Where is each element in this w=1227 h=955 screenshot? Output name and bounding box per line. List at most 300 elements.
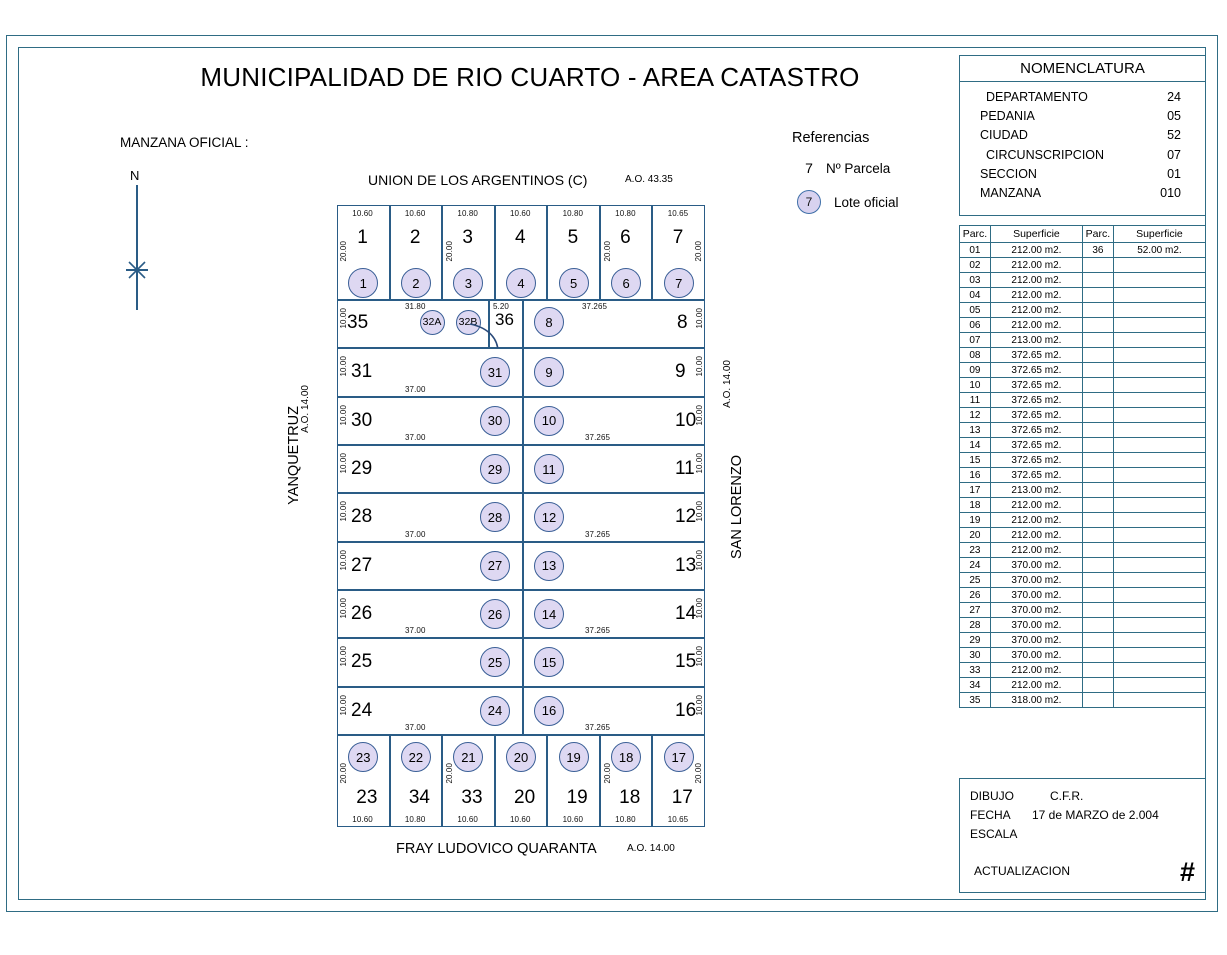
- cell-parc: [1082, 453, 1113, 468]
- cell-sup: [1113, 648, 1205, 663]
- lot-circle-30[interactable]: 30: [480, 406, 510, 436]
- dimension-36-width: 5.20: [493, 302, 509, 311]
- cell-parc: 19: [960, 513, 991, 528]
- lot-circle-13[interactable]: 13: [534, 551, 564, 581]
- parcel-number-36: 36: [495, 310, 514, 329]
- cell-sup: [1113, 633, 1205, 648]
- table-row: [960, 663, 1206, 678]
- lot-circle-1[interactable]: 1: [348, 268, 378, 298]
- lot-circle-27[interactable]: 27: [480, 551, 510, 581]
- dimension-depth-left-31: 10.00: [339, 356, 348, 377]
- lot-circle-19[interactable]: 19: [559, 742, 589, 772]
- parcel-number-27: 27: [351, 554, 373, 576]
- nomenclatura-value: 010: [1160, 186, 1181, 201]
- surface-table: [959, 225, 1206, 708]
- parcel-number-bottom-33: 33: [461, 787, 483, 808]
- cadastral-block: [337, 205, 705, 827]
- cell-parc: 27: [960, 603, 991, 618]
- north-arrow-icon: [126, 185, 148, 310]
- cell-parc: [1082, 258, 1113, 273]
- cell-sup: 372.65 m2.: [990, 393, 1082, 408]
- dimension-depth-right-13: 10.00: [695, 549, 704, 571]
- cell-parc: [1082, 318, 1113, 333]
- nomenclatura-title: NOMENCLATURA: [959, 55, 1206, 82]
- th-parc-2: Parc.: [1082, 226, 1113, 243]
- cell-parc: [1082, 543, 1113, 558]
- cell-sup: 212.00 m2.: [990, 498, 1082, 513]
- cell-parc: [1082, 408, 1113, 423]
- parcel-number-16: 16: [675, 699, 697, 721]
- cell-sup: 212.00 m2.: [990, 243, 1082, 258]
- cell-parc: [1082, 423, 1113, 438]
- nomenclatura-row: [970, 126, 1195, 145]
- parcel-number-28: 28: [351, 506, 373, 528]
- cell-parc: [1082, 513, 1113, 528]
- cell-sup: 372.65 m2.: [990, 453, 1082, 468]
- cell-sup: [1113, 393, 1205, 408]
- nomenclatura-key: SECCION: [980, 166, 1037, 181]
- nomenclatura-row: [970, 165, 1195, 184]
- dimension-top-2: 10.60: [404, 209, 426, 218]
- lot-circle-17[interactable]: 17: [664, 742, 694, 772]
- cell-sup: [1113, 318, 1205, 333]
- cell-parc: 16: [960, 468, 991, 483]
- street-right-name: SAN LORENZO: [729, 455, 745, 559]
- parcel-number-31: 31: [351, 361, 373, 383]
- lot-circle-23[interactable]: 23: [348, 742, 378, 772]
- cell-sup: 372.65 m2.: [990, 423, 1082, 438]
- cell-parc: [1082, 378, 1113, 393]
- cell-parc: [1082, 603, 1113, 618]
- parcel-number-bottom-23: 23: [356, 787, 378, 808]
- dimension-depth-left-25: 10.00: [339, 646, 348, 667]
- cell-parc: [1082, 438, 1113, 453]
- table-row: [960, 273, 1206, 288]
- footer-row-fecha: [970, 806, 1205, 825]
- lot-circle-8[interactable]: 8: [534, 307, 564, 337]
- cell-sup: 212.00 m2.: [990, 528, 1082, 543]
- cell-parc: 25: [960, 573, 991, 588]
- lot-circle-3[interactable]: 3: [453, 268, 483, 298]
- parcel-number-15: 15: [675, 651, 697, 673]
- cell-parc: [1082, 633, 1113, 648]
- table-row: [960, 453, 1206, 468]
- table-row: [960, 438, 1206, 453]
- dimension-top-6: 10.80: [615, 209, 636, 218]
- nomenclatura-value: 01: [1167, 166, 1181, 181]
- lot-circle-11[interactable]: 11: [534, 454, 564, 484]
- table-row: [960, 528, 1206, 543]
- dimension-bottom-18: 10.80: [615, 815, 636, 824]
- cell-parc: [1082, 558, 1113, 573]
- lot-circle-9[interactable]: 9: [534, 357, 564, 387]
- reference-parcel-label: Nº Parcela: [826, 160, 891, 176]
- dimension-top-4: 10.60: [510, 209, 531, 218]
- cell-parc: [1082, 498, 1113, 513]
- actualizacion-label: ACTUALIZACION: [974, 864, 1071, 878]
- parcel-number-4: 4: [515, 227, 526, 248]
- dimension-right-10: 37.265: [585, 433, 611, 442]
- nomenclatura-key: CIRCUNSCRIPCION: [986, 147, 1105, 162]
- table-row: [960, 303, 1206, 318]
- dimension-depth-right-9: 10.00: [695, 356, 704, 377]
- table-row: [960, 423, 1206, 438]
- lot-circle-15[interactable]: 15: [534, 647, 564, 677]
- parcel-number-9: 9: [675, 361, 686, 383]
- lot-circle-26[interactable]: 26: [480, 599, 510, 629]
- parcel-number-bottom-20: 20: [514, 787, 536, 808]
- parcel-number-bottom-17: 17: [671, 787, 693, 808]
- table-row: [960, 393, 1206, 408]
- table-row: [960, 408, 1206, 423]
- cell-sup: [1113, 543, 1205, 558]
- parcel-number-13: 13: [675, 554, 697, 576]
- dimension-bottom-17: 10.65: [667, 815, 689, 824]
- cell-parc: 10: [960, 378, 991, 393]
- nomenclatura-key: MANZANA: [980, 186, 1042, 201]
- cell-parc: 20: [960, 528, 991, 543]
- cell-sup: 212.00 m2.: [990, 663, 1082, 678]
- footer-row-dibujo: [970, 787, 1205, 806]
- parcel-number-7: 7: [672, 227, 684, 248]
- cell-sup: [1113, 258, 1205, 273]
- cell-parc: [1082, 588, 1113, 603]
- parcel-number-25: 25: [351, 651, 373, 673]
- escala-label: ESCALA: [970, 827, 1018, 841]
- dimension-depth-left-30: 10.00: [339, 404, 348, 426]
- lot-circle-25[interactable]: 25: [480, 647, 510, 677]
- dimension-depth-left-35: 10.00: [339, 308, 348, 329]
- dimension-depth-left-29: 10.00: [339, 453, 348, 474]
- nomenclatura-value: 24: [1167, 90, 1181, 104]
- cell-parc: 11: [960, 393, 991, 408]
- surface-table-body: [960, 243, 1206, 708]
- cell-parc: 04: [960, 288, 991, 303]
- cell-parc: [1082, 393, 1113, 408]
- lot-circle-4[interactable]: 4: [506, 268, 536, 298]
- table-row: [960, 333, 1206, 348]
- parcel-number-8: 8: [677, 312, 688, 333]
- th-sup-1: Superficie: [990, 226, 1082, 243]
- table-row: [960, 288, 1206, 303]
- nomenclatura-row: [970, 146, 1195, 165]
- cell-parc: 33: [960, 663, 991, 678]
- cell-parc: 34: [960, 678, 991, 693]
- cell-parc: [1082, 333, 1113, 348]
- th-sup-2: Superficie: [1113, 226, 1205, 243]
- street-bottom-dimension: A.O. 14.00: [627, 843, 675, 854]
- fecha-label: FECHA: [970, 808, 1011, 822]
- table-row: [960, 318, 1206, 333]
- table-row: [960, 243, 1206, 258]
- dimension-depth-right-15: 10.00: [695, 646, 704, 667]
- table-row: [960, 693, 1206, 708]
- lot-circle-16[interactable]: 16: [534, 696, 564, 726]
- nomenclatura-value: 52: [1167, 128, 1181, 143]
- table-row: [960, 543, 1206, 558]
- street-left-name: YANQUETRUZ: [286, 406, 302, 505]
- cell-parc: 07: [960, 333, 991, 348]
- cell-sup: 372.65 m2.: [990, 468, 1082, 483]
- lot-circle-12[interactable]: 12: [534, 502, 564, 532]
- cell-sup: 212.00 m2.: [990, 543, 1082, 558]
- info-panel: [959, 55, 1206, 893]
- street-left-dimension: A.O. 14.00: [300, 385, 311, 433]
- th-parc-1: Parc.: [960, 226, 991, 243]
- cell-sup: [1113, 558, 1205, 573]
- drawing-footer: [959, 778, 1206, 893]
- cell-sup: 212.00 m2.: [990, 288, 1082, 303]
- cell-parc: [1082, 618, 1113, 633]
- cell-sup: 370.00 m2.: [990, 573, 1082, 588]
- lot-circle-18[interactable]: 18: [611, 742, 641, 772]
- nomenclatura-key: CIUDAD: [980, 128, 1028, 143]
- cell-parc: 26: [960, 588, 991, 603]
- lot-circle-31[interactable]: 31: [480, 357, 510, 387]
- cell-parc: 23: [960, 543, 991, 558]
- cell-sup: [1113, 348, 1205, 363]
- cell-parc: 05: [960, 303, 991, 318]
- cell-parc: 28: [960, 618, 991, 633]
- dimension-right-8: 37.265: [582, 302, 608, 311]
- table-row: [960, 348, 1206, 363]
- reference-row-parcel: [792, 160, 952, 176]
- cell-parc: [1082, 468, 1113, 483]
- reference-lot-label: Lote oficial: [834, 194, 899, 210]
- lot-circle-32B[interactable]: 32B: [456, 310, 481, 335]
- cell-sup: 212.00 m2.: [990, 678, 1082, 693]
- cell-parc: 30: [960, 648, 991, 663]
- page-title: MUNICIPALIDAD DE RIO CUARTO - AREA CATASTRO: [200, 62, 860, 92]
- cell-sup: [1113, 678, 1205, 693]
- lot-circle-24[interactable]: 24: [480, 696, 510, 726]
- dimension-depth-left-27: 10.00: [339, 549, 348, 571]
- table-row: [960, 378, 1206, 393]
- table-row: [960, 258, 1206, 273]
- dimension-right-14: 37.265: [585, 626, 611, 636]
- parcel-number-35: 35: [347, 312, 369, 333]
- cell-parc: 12: [960, 408, 991, 423]
- cell-sup: 370.00 m2.: [990, 603, 1082, 618]
- nomenclatura-value: 05: [1167, 109, 1181, 124]
- table-row: [960, 648, 1206, 663]
- dimension-left-31: 37.00: [405, 384, 426, 394]
- cell-parc: [1082, 663, 1113, 678]
- parcel-number-30: 30: [351, 409, 373, 431]
- lot-circle-32A[interactable]: 32A: [420, 310, 445, 335]
- dimension-bottom-34: 10.80: [404, 815, 426, 824]
- cell-parc: [1082, 273, 1113, 288]
- cell-sup: [1113, 408, 1205, 423]
- parcel-number-6: 6: [620, 227, 631, 248]
- cell-sup: [1113, 453, 1205, 468]
- table-row: [960, 603, 1206, 618]
- dimension-depth-right-14: 10.00: [695, 598, 704, 619]
- table-row: [960, 573, 1206, 588]
- cell-parc: 03: [960, 273, 991, 288]
- cell-parc: [1082, 348, 1113, 363]
- dimension-left-35: 31.80: [405, 302, 426, 311]
- cell-parc: 09: [960, 363, 991, 378]
- dimension-top-1: 10.60: [352, 209, 373, 218]
- cell-parc: 36: [1082, 243, 1113, 258]
- cell-sup: 212.00 m2.: [990, 258, 1082, 273]
- cell-sup: 372.65 m2.: [990, 408, 1082, 423]
- cell-sup: 370.00 m2.: [990, 618, 1082, 633]
- lot-circle-28[interactable]: 28: [480, 502, 510, 532]
- dibujo-label: DIBUJO: [970, 789, 1015, 803]
- references-title: Referencias: [792, 130, 870, 146]
- lot-circle-10[interactable]: 10: [534, 406, 564, 436]
- cell-sup: [1113, 483, 1205, 498]
- cell-sup: 213.00 m2.: [990, 333, 1082, 348]
- street-top-dimension: A.O. 43.35: [625, 174, 673, 185]
- parcel-number-5: 5: [567, 227, 579, 248]
- cell-parc: 17: [960, 483, 991, 498]
- cell-parc: 02: [960, 258, 991, 273]
- table-row: [960, 498, 1206, 513]
- manzana-oficial-label: MANZANA OFICIAL :: [120, 135, 249, 150]
- dimension-depth-left-24: 10.00: [339, 694, 348, 716]
- cell-sup: 370.00 m2.: [990, 633, 1082, 648]
- cell-sup: 318.00 m2.: [990, 693, 1082, 708]
- cell-sup: [1113, 618, 1205, 633]
- lot-circle-14[interactable]: 14: [534, 599, 564, 629]
- nomenclatura-list: [959, 82, 1206, 216]
- cell-sup: [1113, 288, 1205, 303]
- dibujo-value: C.F.R.: [1050, 789, 1084, 803]
- street-top-name: UNION DE LOS ARGENTINOS (C): [368, 172, 588, 188]
- dimension-left-28: 37.00: [405, 529, 426, 539]
- dimension-depth-bottom-1: 20.00: [445, 763, 455, 784]
- dimension-depth-bottom-2: 20.00: [602, 763, 612, 784]
- cell-sup: 372.65 m2.: [990, 438, 1082, 453]
- cell-sup: [1113, 588, 1205, 603]
- cell-sup: 212.00 m2.: [990, 318, 1082, 333]
- north-label: N: [130, 168, 140, 183]
- dimension-depth-bottom-3: 20.00: [694, 763, 703, 784]
- table-row: [960, 483, 1206, 498]
- parcel-number-bottom-19: 19: [566, 787, 588, 808]
- table-header-row: [960, 226, 1206, 243]
- parcel-number-11: 11: [675, 458, 695, 479]
- dimension-depth-top-1: 20.00: [445, 241, 455, 262]
- cell-sup: [1113, 468, 1205, 483]
- dimension-depth-right-10: 10.00: [695, 404, 704, 426]
- cell-parc: 29: [960, 633, 991, 648]
- lot-circle-22[interactable]: 22: [401, 742, 431, 772]
- cell-parc: [1082, 648, 1113, 663]
- lot-circle-5[interactable]: 5: [559, 268, 589, 298]
- street-bottom-name: FRAY LUDOVICO QUARANTA: [396, 841, 597, 857]
- cell-sup: 372.65 m2.: [990, 378, 1082, 393]
- cell-sup: 372.65 m2.: [990, 348, 1082, 363]
- parcel-number-29: 29: [351, 458, 373, 479]
- cell-sup: [1113, 303, 1205, 318]
- cell-parc: 15: [960, 453, 991, 468]
- lot-circle-6[interactable]: 6: [611, 268, 641, 298]
- cell-parc: 18: [960, 498, 991, 513]
- lot-circle-2[interactable]: 2: [401, 268, 431, 298]
- cell-parc: [1082, 363, 1113, 378]
- nomenclatura-row: [970, 107, 1195, 126]
- dimension-bottom-20: 10.60: [510, 815, 531, 824]
- dimension-top-3: 10.80: [457, 209, 478, 218]
- dimension-bottom-33: 10.60: [457, 815, 478, 824]
- lot-circle-7[interactable]: 7: [664, 268, 694, 298]
- table-row: [960, 363, 1206, 378]
- cell-sup: 212.00 m2.: [990, 303, 1082, 318]
- cell-sup: 212.00 m2.: [990, 273, 1082, 288]
- dimension-left-24: 37.00: [405, 723, 426, 732]
- parcel-number-24: 24: [351, 699, 373, 721]
- reference-parcel-key: 7: [805, 160, 813, 176]
- cell-parc: [1082, 483, 1113, 498]
- lot-circle-20[interactable]: 20: [506, 742, 536, 772]
- nomenclatura-value: 07: [1167, 147, 1181, 162]
- cell-sup: [1113, 663, 1205, 678]
- references-legend: [792, 130, 952, 214]
- parcel-number-12: 12: [675, 506, 697, 528]
- fecha-value: 17 de MARZO de 2.004: [1032, 808, 1159, 822]
- cell-sup: [1113, 333, 1205, 348]
- reference-row-lot: [792, 190, 952, 214]
- cell-sup: 370.00 m2.: [990, 558, 1082, 573]
- cell-sup: [1113, 528, 1205, 543]
- dimension-depth-bottom-0: 20.00: [339, 763, 348, 784]
- cell-parc: 35: [960, 693, 991, 708]
- cell-parc: 01: [960, 243, 991, 258]
- dimension-right-12: 37.265: [585, 529, 611, 539]
- table-row: [960, 618, 1206, 633]
- dimension-right-16: 37.265: [585, 723, 611, 732]
- parcel-number-26: 26: [351, 603, 373, 624]
- cell-sup: [1113, 603, 1205, 618]
- table-row: [960, 468, 1206, 483]
- dimension-depth-right-12: 10.00: [695, 501, 704, 522]
- cell-parc: [1082, 693, 1113, 708]
- hash-symbol: #: [1179, 857, 1195, 887]
- table-row: [960, 513, 1206, 528]
- reference-lot-icon: [792, 190, 826, 214]
- cell-parc: 24: [960, 558, 991, 573]
- table-row: [960, 678, 1206, 693]
- table-row: [960, 558, 1206, 573]
- table-row: [960, 633, 1206, 648]
- cell-parc: 14: [960, 438, 991, 453]
- cell-sup: [1113, 363, 1205, 378]
- cell-sup: 213.00 m2.: [990, 483, 1082, 498]
- dimension-depth-right-16: 10.00: [695, 694, 704, 716]
- nomenclatura-row: [970, 88, 1195, 107]
- dimension-left-30: 37.00: [405, 433, 426, 442]
- lot-circle-29[interactable]: 29: [480, 454, 510, 484]
- dimension-depth-right-11: 10.00: [695, 453, 704, 474]
- cell-sup: [1113, 513, 1205, 528]
- nomenclatura-key: PEDANIA: [980, 109, 1035, 124]
- cell-parc: 08: [960, 348, 991, 363]
- cell-sup: [1113, 273, 1205, 288]
- dimension-depth-top-2: 20.00: [602, 241, 612, 262]
- dimension-depth-left-26: 10.00: [339, 598, 348, 619]
- cell-parc: 06: [960, 318, 991, 333]
- cell-sup: [1113, 438, 1205, 453]
- cell-sup: 212.00 m2.: [990, 513, 1082, 528]
- dimension-depth-top-3: 20.00: [694, 241, 703, 262]
- footer-row-escala: [970, 825, 1205, 844]
- lot-circle-21[interactable]: 21: [453, 742, 483, 772]
- cell-sup: 370.00 m2.: [990, 588, 1082, 603]
